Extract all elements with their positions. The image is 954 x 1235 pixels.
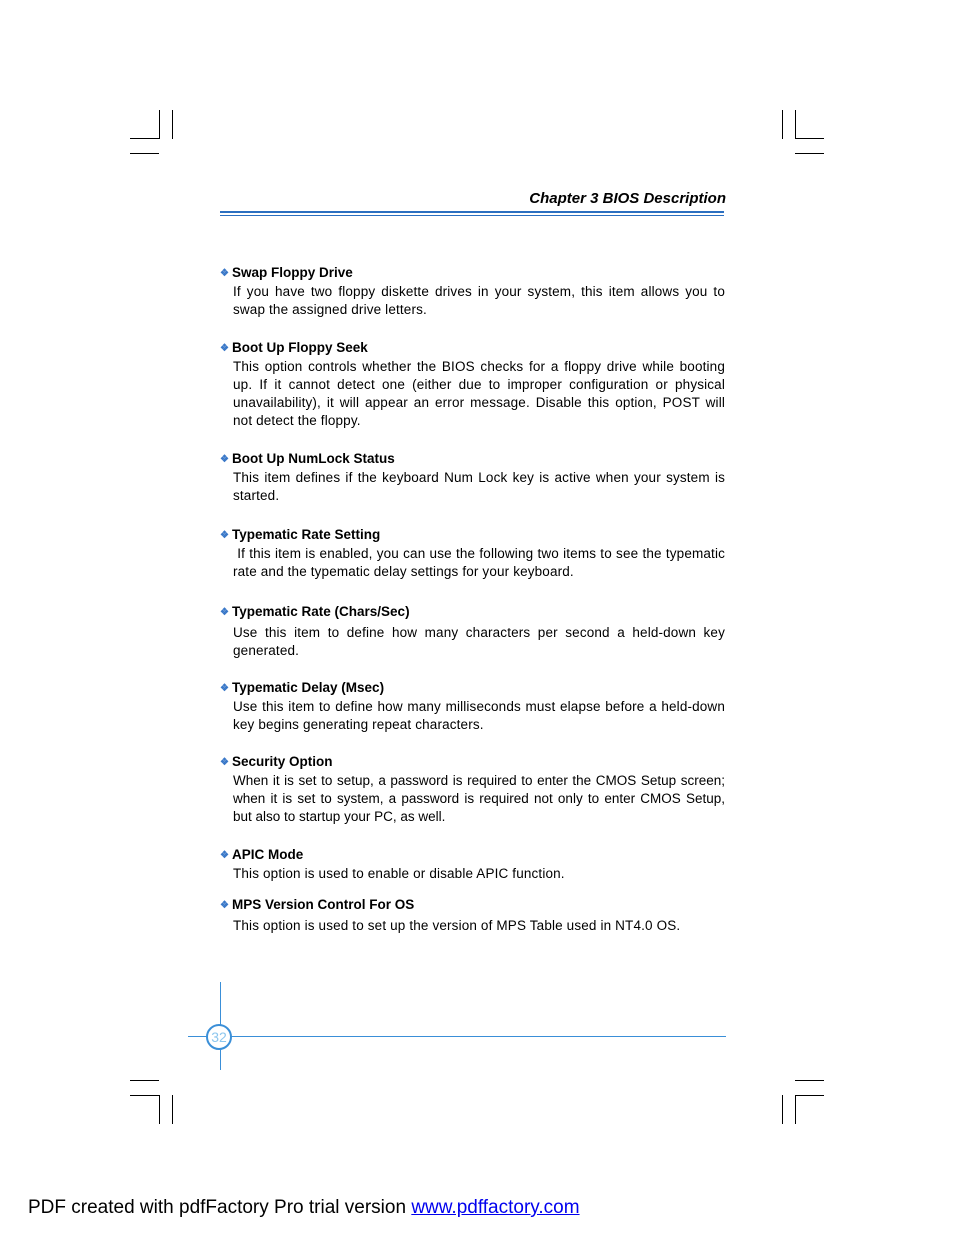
section-body: This option controls whether the BIOS checks for a floppy drive while booting up. If it cannot detect one (either due to improper configuration or physical unavailability), it will appear an error message. Disable this option, POST will not detect the floppy. [233,359,725,428]
crop-mark [795,1095,796,1124]
section-title: ❖ MPS Version Control For OS [220,897,415,912]
section-title: ❖ APIC Mode [220,847,304,862]
diamond-bullet-icon: ❖ [220,683,229,694]
diamond-bullet-icon: ❖ [220,343,229,354]
crop-mark [130,153,159,154]
page-number-badge [206,1024,232,1050]
section-title: ❖ Security Option [220,754,333,769]
crop-mark [172,1095,173,1124]
section-mps-version-control [220,896,725,935]
section-typematic-delay [220,679,725,734]
crop-mark [795,110,796,139]
chapter-header: Chapter 3 BIOS Description [529,190,726,207]
section-body: If you have two floppy diskette drives in your system, this item allows you to swap the assigned drive letters. [233,284,725,317]
diamond-bullet-icon: ❖ [220,757,229,768]
diamond-bullet-icon: ❖ [220,900,229,911]
header-rule [220,211,724,213]
crop-mark [795,1080,824,1081]
crop-mark [130,1095,159,1096]
diamond-bullet-icon: ❖ [220,268,229,279]
section-body: When it is set to setup, a password is required to enter the CMOS Setup screen; when it is set to system, a password is required not only to enter CMOS Setup, but also to startup your PC, as well. [233,773,725,824]
footer-rule [188,1036,726,1037]
section-body: This option is used to set up the version of MPS Table used in NT4.0 OS. [233,918,681,933]
section-title: ❖ Boot Up Floppy Seek [220,340,368,355]
crop-mark [795,153,824,154]
diamond-bullet-icon: ❖ [220,607,229,618]
section-boot-up-floppy-seek [220,339,725,430]
section-security-option [220,753,725,826]
section-typematic-rate-setting [220,526,729,581]
crop-mark [782,1095,783,1124]
crop-mark [782,110,783,139]
crop-mark [159,1095,160,1124]
crop-mark [159,110,160,139]
section-body: Use this item to define how many characters per second a held-down key generated. [233,625,725,658]
pdffactory-link[interactable]: www.pdffactory.com [411,1197,580,1218]
crop-mark [795,1095,824,1096]
page-number: 32 [211,1029,227,1045]
section-typematic-rate [220,603,725,660]
section-swap-floppy-drive [220,264,725,319]
section-body: This item defines if the keyboard Num Lock key is active when your system is started. [233,470,725,503]
section-title: ❖ Swap Floppy Drive [220,265,353,280]
section-apic-mode [220,846,725,883]
section-body: This option is used to enable or disable APIC function. [233,866,565,881]
section-title: ❖ Boot Up NumLock Status [220,451,395,466]
diamond-bullet-icon: ❖ [220,454,229,465]
section-title: ❖ Typematic Rate (Chars/Sec) [220,604,410,619]
header-rule [220,215,724,216]
section-body: If this item is enabled, you can use the following two items to see the typematic rate and the typematic delay settings for your keyboard. [233,546,729,579]
section-boot-up-numlock-status [220,450,725,505]
section-title: ❖ Typematic Delay (Msec) [220,680,385,695]
crop-mark [130,1080,159,1081]
section-title: ❖ Typematic Rate Setting [220,527,381,542]
pdf-creator-text: PDF created with pdfFactory Pro trial version [28,1197,412,1218]
crop-mark [130,138,159,139]
diamond-bullet-icon: ❖ [220,850,229,861]
crop-mark [795,138,824,139]
pdf-creator-notice [28,1197,580,1219]
diamond-bullet-icon: ❖ [220,530,229,541]
crop-mark [172,110,173,139]
section-body: Use this item to define how many milliseconds must elapse before a held-down key begins generating repeat characters. [233,699,725,732]
